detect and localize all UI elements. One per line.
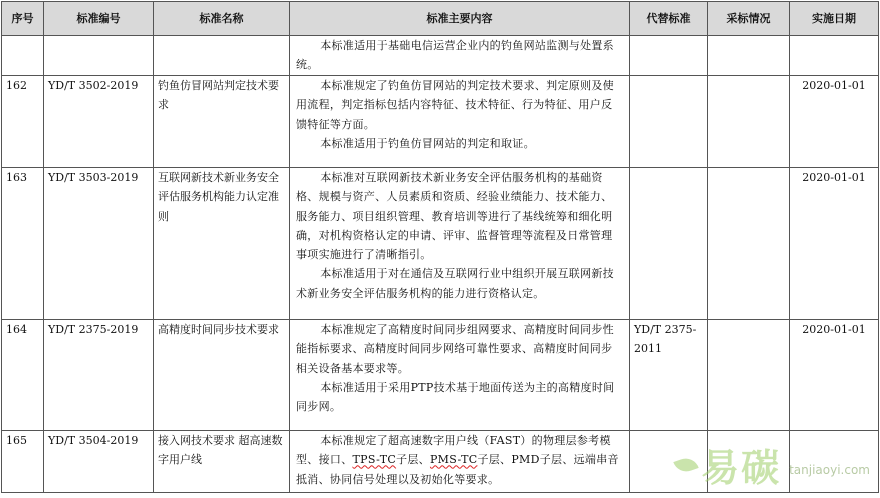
cell-code: YD/T 2375-2019 — [44, 320, 154, 431]
cell-seq — [2, 36, 44, 76]
cell-content — [290, 168, 630, 320]
header-content: 标准主要内容 — [290, 2, 630, 36]
cell-content — [290, 320, 630, 431]
cell-code: YD/T 3502-2019 — [44, 76, 154, 168]
content-paragraph: 本标准规定了钓鱼仿冒网站的判定技术要求、判定原则及使用流程，判定指标包括内容特征、技术特征、行为特征、用户反馈特征等方面。 — [296, 79, 614, 131]
content-paragraph: 本标准适用于采用PTP技术基于地面传送为主的高精度时间同步网。 — [296, 380, 615, 414]
cell-name: 高精度时间同步技术要求 — [154, 320, 290, 431]
cell-name — [154, 36, 290, 76]
cell-code — [44, 36, 154, 76]
cell-replaced: YD/T 2375-2011 — [630, 320, 708, 431]
cell-name: 钓鱼仿冒网站判定技术要求 — [154, 76, 290, 168]
cell-date: 2020-01-01 — [790, 76, 879, 168]
cell-replaced — [630, 168, 708, 320]
content-text: 子层、PMD子层、远端串音抵消、协同信号处理以及初始化等要求。 — [296, 453, 619, 486]
cell-code: YD/T 3503-2019 — [44, 168, 154, 320]
watermark-logo-text: 易碳 — [701, 446, 782, 490]
header-name: 标准名称 — [154, 2, 290, 36]
header-adopted: 采标情况 — [708, 2, 790, 36]
cell-content — [290, 76, 630, 168]
content-paragraph: 本标准规定了高精度时间同步组网要求、高精度时间同步性能指标要求、高精度时间同步网络可靠性要求、高精度时间同步相关设备基本要求等。 — [296, 323, 614, 375]
cell-seq: 162 — [2, 76, 44, 168]
content-text-flagged: PMS-TC — [429, 453, 478, 467]
cell-content — [290, 36, 630, 76]
content-paragraph: 本标准适用于基础电信运营企业内的钓鱼网站监测与处置系统。 — [296, 39, 614, 72]
content-paragraph — [296, 431, 623, 489]
content-paragraph: 本标准适用于对在通信及互联网行业中组织开展互联网新技术新业务安全评估服务机构的能力进行资格认定。 — [296, 267, 614, 300]
content-text-flagged: TPS-TC — [352, 453, 397, 467]
content-paragraph: 本标准适用于钓鱼仿冒网站的判定和取证。 — [320, 136, 535, 150]
cell-adopted — [708, 431, 790, 493]
header-date: 实施日期 — [790, 2, 879, 36]
cell-replaced — [630, 36, 708, 76]
cell-seq: 164 — [2, 320, 44, 431]
cell-replaced — [630, 76, 708, 168]
cell-name: 接入网技术要求 超高速数字用户线 — [154, 431, 290, 493]
table-row — [2, 431, 879, 493]
standards-table — [1, 1, 879, 493]
header-replaced: 代替标准 — [630, 2, 708, 36]
header-code: 标准编号 — [44, 2, 154, 36]
header-row — [2, 2, 879, 36]
cell-adopted — [708, 36, 790, 76]
cell-adopted — [708, 168, 790, 320]
header-seq: 序号 — [2, 2, 44, 36]
content-paragraph: 本标准对互联网新技术新业务安全评估服务机构的基础资格、规模与资产、人员素质和资质、经验业绩能力、技术能力、服务能力、项目组织管理、教育培训等进行了基线统筹和细化明确，对机构资格认定的申请、评审、监督管理等流程及日常管理事项实施进行了清晰指引。 — [296, 171, 613, 262]
cell-date — [790, 431, 879, 493]
cell-code: YD/T 3504-2019 — [44, 431, 154, 493]
watermark-url: tanjiaoyi.com — [789, 462, 870, 477]
cell-adopted — [708, 320, 790, 431]
table-row-continuation — [2, 36, 879, 76]
table-row — [2, 76, 879, 168]
cell-replaced — [630, 431, 708, 493]
cell-seq: 165 — [2, 431, 44, 493]
cell-date: 2020-01-01 — [790, 320, 879, 431]
cell-date — [790, 36, 879, 76]
table-row — [2, 320, 879, 431]
cell-content — [290, 431, 630, 493]
cell-seq: 163 — [2, 168, 44, 320]
cell-adopted — [708, 76, 790, 168]
cell-date: 2020-01-01 — [790, 168, 879, 320]
content-text: 本标准规定了超高速数字用户线（FAST）的物理层参考模型、接口、 — [296, 434, 611, 467]
table-row — [2, 168, 879, 320]
content-text: 子层、 — [396, 453, 430, 467]
cell-name: 互联网新技术新业务安全评估服务机构能力认定准则 — [154, 168, 290, 320]
